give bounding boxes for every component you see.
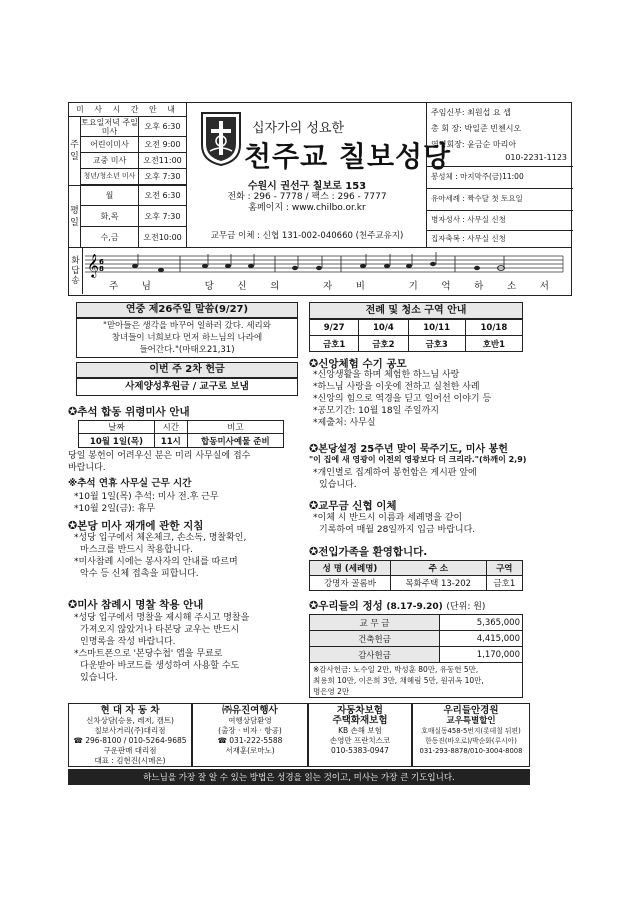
offering-table: 교 무 금 5,365,000 건축헌금 4,415,000 감사헌금 1,170,000: [309, 614, 523, 663]
chuseok-table: 날짜 시간 비고 10월 1일(목) 11시 합동미사예물 준비: [78, 420, 284, 448]
church-account: 교무금 이체 : 신협 131-002-040660 (천주교유지): [210, 231, 404, 241]
secretary: 연령회장: 윤금순 마리아: [431, 140, 517, 149]
collection-title: 이번 주 2차 헌금: [76, 362, 298, 378]
mass-row: 어린이미사 오전 9:00: [81, 137, 186, 153]
secretary-phone: 010-2231-1123: [427, 153, 573, 167]
header-box: [68, 102, 572, 248]
office-hours: *10월 1일(목) 추석: 미사 전.후 근무 *10월 2일(금): 휴무: [74, 492, 219, 514]
mass-row: 수,금 오전10:00: [81, 227, 186, 248]
verse-title: 연중 제26주일 말씀(9/27): [76, 302, 298, 318]
nametag-text: *성당 입구에서 명찰을 제시해 주시고 명찰을 가져오지 않았거나 타본당 교우는 반드시 인명록을 작성 바랍니다. *스마트폰으로 '본당수첩' 앱을 무료로 다운받아 바코드를 생성하여 사용할 수도 있습니다.: [74, 613, 250, 683]
church-subtitle: 십자가의 성요한: [252, 121, 345, 136]
house-blessing: 집자축복 : 사무실 신청: [431, 234, 506, 243]
anointing: 병자성사 : 사무실 신청: [427, 211, 573, 231]
cleaning-title: 전례 및 청소 구역 안내: [309, 302, 523, 319]
hymn-box: [68, 248, 572, 296]
communion-visit: 봉성체 : 마지막주(금)11:00: [427, 167, 573, 189]
church-logo-icon: [198, 109, 244, 167]
mass-row: 월 오전 6:30: [81, 185, 186, 206]
church-info: [188, 103, 452, 248]
offering-title: ✪우리들의 정성 (8.17-9.20) (단위: 원): [309, 599, 486, 612]
infant-baptism: 유아세례 : 짝수달 첫 토요일: [427, 189, 573, 211]
guide-text: *성당 입구에서 체온체크, 손소독, 명찰확인, 마스크를 반드시 착용합니다. *미사참례 시에는 봉사자의 안내를 따르며 악수 등 신체 접촉을 피합니다.: [74, 533, 247, 579]
collection-text: 사제양성후원금 / 교구로 보냄: [76, 378, 298, 396]
sunday-label: 주일: [69, 117, 81, 185]
ad-insurance: 자동차보험 주택화재보험 KB 손해 보험 손영만 프란치스코 010-5383-0947: [308, 703, 412, 767]
mass-row: 화,목 오후 7:30: [81, 206, 186, 227]
offering-thanks: ※감사헌금: 노수일 2만, 박성훈 80만, 유동헌 5만, 최용희 10만, 이은희 3만, 채혜림 5만, 원귀옥 10만, 명은영 2만: [309, 662, 523, 698]
ad-travel: ㈜유진여행사 여행상담환영 (출장 · 비자 · 항공) ☎ 031-222-5588 서재훈(로마노): [192, 703, 308, 767]
church-homepage: 홈페이지 : www.chilbo.or.kr: [248, 203, 366, 213]
anniversary-title: ✪본당설정 25주년 맞이 묵주기도, 미사 봉헌: [309, 442, 508, 455]
svg-text:𝄞: 𝄞: [87, 253, 99, 277]
faith-title: ✪신앙체험 수기 공모: [309, 357, 407, 370]
anniversary-quote: "이 집에 새 영광이 이전의 영광보다 더 크리라."(하깨이 2,9): [309, 455, 527, 464]
pastor: 주임신부: 최원섭 요 셉: [431, 108, 511, 117]
verse-box: "맏아들은 생각을 바꾸어 일하러 갔다. 세리와 창녀들이 너희보다 먼저 하느님의 나라에 들어간다."(마태오21,31): [76, 318, 298, 358]
svg-text:8: 8: [99, 265, 104, 273]
hymn-label: 화답송: [69, 248, 83, 294]
music-staff-icon: [85, 250, 565, 278]
welcome-table: 성 명 (세례명) 주 소 구역 강명자 골롬바 목화주택 13-202 금호1: [309, 560, 523, 591]
anniversary-text: *개인별로 집계하여 봉헌함은 게시판 앞에 있습니다.: [313, 468, 477, 490]
footer-message: 하느님을 가장 잘 알 수 있는 방법은 성경을 읽는 것이고, 미사는 가장 큰 기도입니다.: [68, 769, 530, 785]
staff-info: [426, 103, 572, 248]
mass-row: 토요일저녁 주일미사 오후 6:30: [81, 117, 186, 137]
mass-row: 교중 미사 오전11:00: [81, 153, 186, 169]
office-title: ※추석 연휴 사무실 근무 시간: [68, 478, 192, 489]
svg-text:6: 6: [99, 258, 104, 266]
chuseok-title: ✪추석 합동 위령미사 안내: [68, 405, 190, 418]
church-phone: 전화 : 296 - 7778 / 팩스 : 296 - 7777: [227, 192, 387, 202]
faith-text: *신앙생활을 하며 체험한 하느님 사랑 *하느님 사랑을 이웃에 전하고 실천한 사례 *신앙의 힘으로 역경을 딛고 일어선 이야기 등 *공모기간: 10월 18일 주일까지 *제출처: 사무실: [313, 370, 492, 428]
president: 총 회 장: 박일준 빈첸시오: [431, 124, 522, 133]
church-title: 천주교 칠보성당: [244, 140, 452, 173]
chuseok-note: 당일 봉헌이 어려우신 분은 미리 사무실에 접수 바랍니다.: [68, 451, 251, 473]
church-address-block: [188, 181, 426, 214]
mass-schedule-title: 미 사 시 간 안 내: [69, 103, 186, 117]
mass-row: 청년/청소년 미사 오후 7:30: [81, 169, 186, 185]
church-address: 수원시 권선구 칠보로 153: [247, 181, 367, 192]
mass-schedule: [69, 103, 187, 248]
ad-optical: 우리들안경원 교우특별할인 호매실동458-5번지(롯데칠 뒤편) 한동진(바오로)/박순화(루시아) 031-293-8878/010-3004-8008: [412, 703, 530, 767]
weekday-label: 평일: [69, 185, 81, 248]
welcome-title: ✪전입가족을 환영합니다.: [309, 545, 428, 558]
guide-title: ✪본당 미사 재개에 관한 지침: [68, 519, 204, 532]
transfer-text: *이체 시 반드시 이름과 세례명을 같이 기록하여 매월 28일까지 입금 바랍니다.: [313, 513, 476, 535]
cleaning-table: 9/27 10/4 10/11 10/18 금호1 금호2 금호3 호반1: [309, 319, 523, 352]
nametag-title: ✪미사 참례시 명찰 착용 안내: [68, 598, 204, 611]
transfer-title: ✪교무금 신협 이체: [309, 499, 397, 512]
ad-hyundai: 현 대 자 동 차 신차상담(승용, 레저, 캠트) 칠보사거리(주)대리점 ☎ 296-8100 / 010-5264-9685 구운판매 대리점 대표 : 김현진(시메온): [68, 703, 192, 767]
hymn-lyrics: 주 님 당 신 의 자 비 기 억 하 소 서: [109, 281, 549, 292]
